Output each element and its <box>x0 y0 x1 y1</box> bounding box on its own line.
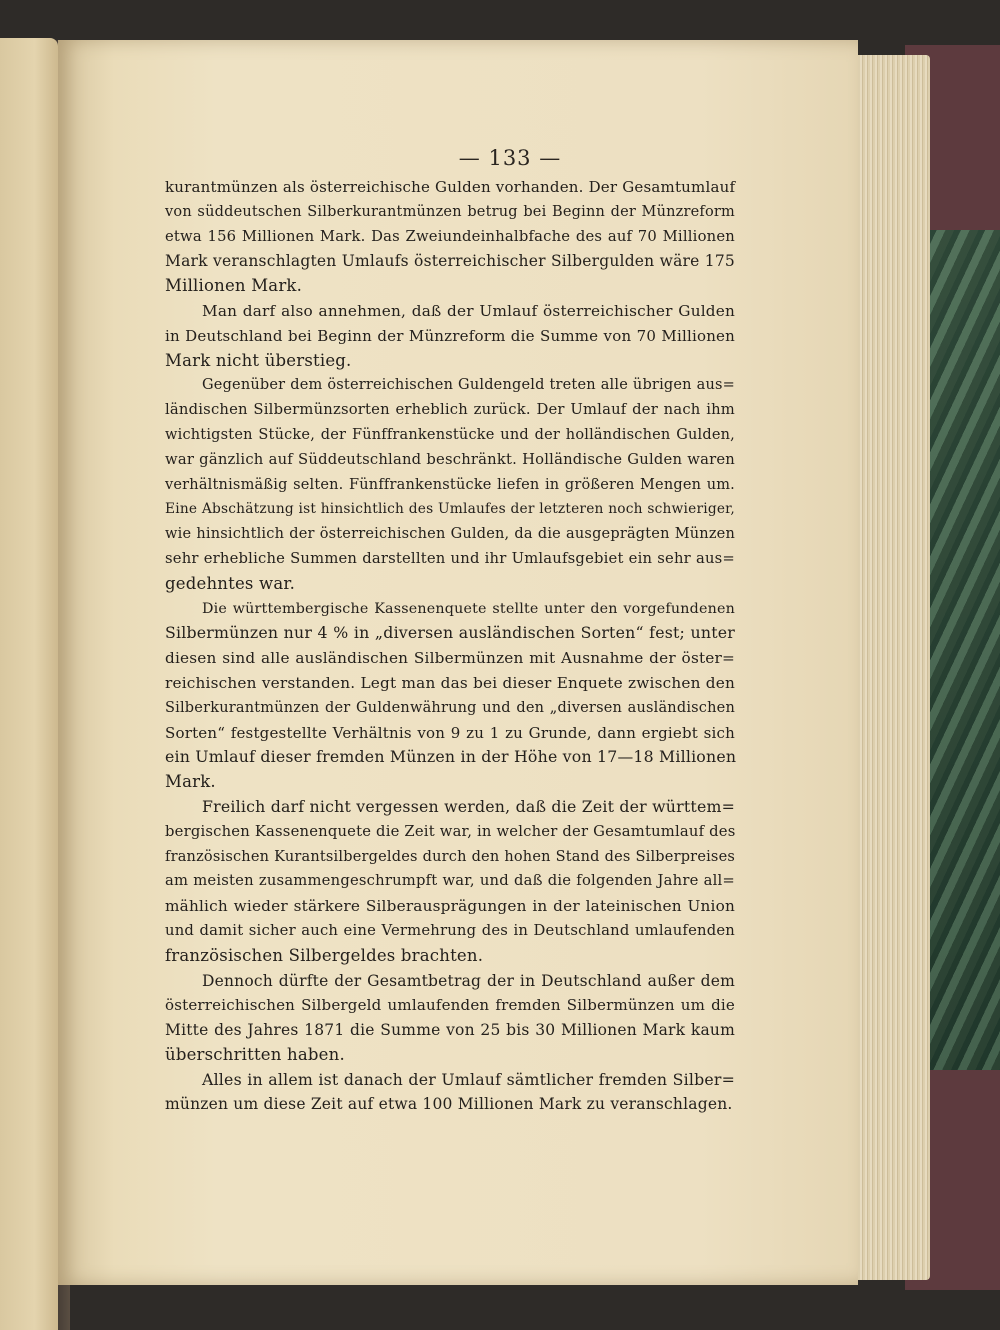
text-line: wie hinsichtlich der österreichischen Gulden, da die ausgeprägten Münzen <box>165 526 735 543</box>
paragraph <box>165 373 735 596</box>
text-line: gedehntes war. <box>165 573 296 593</box>
text-line: sehr erhebliche Summen darstellten und ihr Umlaufsgebiet ein sehr aus= <box>165 549 735 567</box>
text-line: Alles in allem ist danach der Umlauf sämtlicher fremden Silber= <box>202 1069 735 1089</box>
page-text <box>165 175 735 1117</box>
text-line: reichischen verstanden. Legt man das bei dieser Enquete zwischen den <box>165 673 735 692</box>
text-line: münzen um diese Zeit auf etwa 100 Millionen Mark zu veranschlagen. <box>165 1095 733 1114</box>
text-line: Mark veranschlagten Umlaufs österreichischer Silbergulden wäre 175 <box>165 252 735 271</box>
text-line: Die württembergische Kassenenquete stellte unter den vorgefundenen <box>202 600 735 617</box>
text-line: am meisten zusammengeschrumpft war, und daß die folgenden Jahre all= <box>165 872 735 890</box>
page-number: — 133 — <box>458 146 562 170</box>
paragraph <box>165 969 735 1068</box>
text-line: mählich wieder stärkere Silberausprägungen in der lateinischen Union <box>165 897 735 916</box>
text-line: französischen Silbergeldes brachten. <box>165 945 484 965</box>
text-line: Sorten“ festgestellte Verhältnis von 9 zu 1 zu Grunde, dann ergiebt sich <box>165 723 735 742</box>
text-line: bergischen Kassenenquete die Zeit war, in welcher der Gesamtumlauf des <box>165 822 736 840</box>
paragraph <box>165 175 735 299</box>
text-line: ländischen Silbermünzsorten erheblich zurück. Der Umlauf der nach ihm <box>165 401 735 419</box>
text-line: überschritten haben. <box>165 1044 345 1064</box>
text-line: Millionen Mark. <box>165 276 303 296</box>
marbled-cover-paper <box>930 230 1000 1070</box>
text-line: in Deutschland bei Beginn der Münzreform die Summe von 70 Millionen <box>165 326 735 345</box>
text-line: österreichischen Silbergeld umlaufenden fremden Silbermünzen um die <box>165 996 735 1015</box>
text-line: Mark. <box>165 772 216 792</box>
text-line: ein Umlauf dieser fremden Münzen in der Höhe von 17—18 Millionen <box>165 747 737 767</box>
paragraph <box>165 1068 735 1118</box>
page-edges <box>850 55 930 1280</box>
text-line: verhältnismäßig selten. Fünffrankenstücke liefen in größeren Mengen um. <box>165 476 735 493</box>
paragraph <box>165 795 735 969</box>
text-line: Mark nicht überstieg. <box>165 350 352 370</box>
text-line: Silberkurantmünzen der Guldenwährung und den „diversen ausländischen <box>165 699 735 716</box>
left-page-edge <box>0 38 58 1330</box>
text-line: von süddeutschen Silberkurantmünzen betrug bei Beginn der Münzreform <box>165 203 735 220</box>
text-line: wichtigsten Stücke, der Fünffrankenstücke und der holländischen Gulden, <box>165 426 735 443</box>
paragraph <box>165 299 735 373</box>
text-line: Freilich darf nicht vergessen werden, daß die Zeit der württem= <box>202 796 735 816</box>
text-line: Man darf also annehmen, daß der Umlauf österreichischer Gulden <box>202 301 735 320</box>
text-line: kurantmünzen als österreichische Gulden vorhanden. Der Gesamtumlauf <box>165 178 736 196</box>
text-line: und damit sicher auch eine Vermehrung des in Deutschland umlaufenden <box>165 921 735 939</box>
text-line: Eine Abschätzung ist hinsichtlich des Umlaufes der letzteren noch schwieriger, <box>165 501 735 518</box>
text-line: Gegenüber dem österreichischen Guldengeld treten alle übrigen aus= <box>202 377 735 394</box>
text-line: französischen Kurantsilbergeldes durch den hohen Stand des Silberpreises <box>165 848 735 865</box>
text-line: war gänzlich auf Süddeutschland beschränkt. Holländische Gulden waren <box>165 450 735 468</box>
text-line: etwa 156 Millionen Mark. Das Zweiundeinhalbfache des auf 70 Millionen <box>165 227 735 245</box>
text-line: Mitte des Jahres 1871 die Summe von 25 bis 30 Millionen Mark kaum <box>165 1021 735 1040</box>
text-line: Silbermünzen nur 4 % in „diversen ausländischen Sorten“ fest; unter <box>165 623 735 643</box>
text-line: Dennoch dürfte der Gesamtbetrag der in Deutschland außer dem <box>202 971 735 990</box>
paragraph <box>165 597 735 795</box>
text-line: diesen sind alle ausländischen Silbermünzen mit Ausnahme der öster= <box>165 649 735 668</box>
